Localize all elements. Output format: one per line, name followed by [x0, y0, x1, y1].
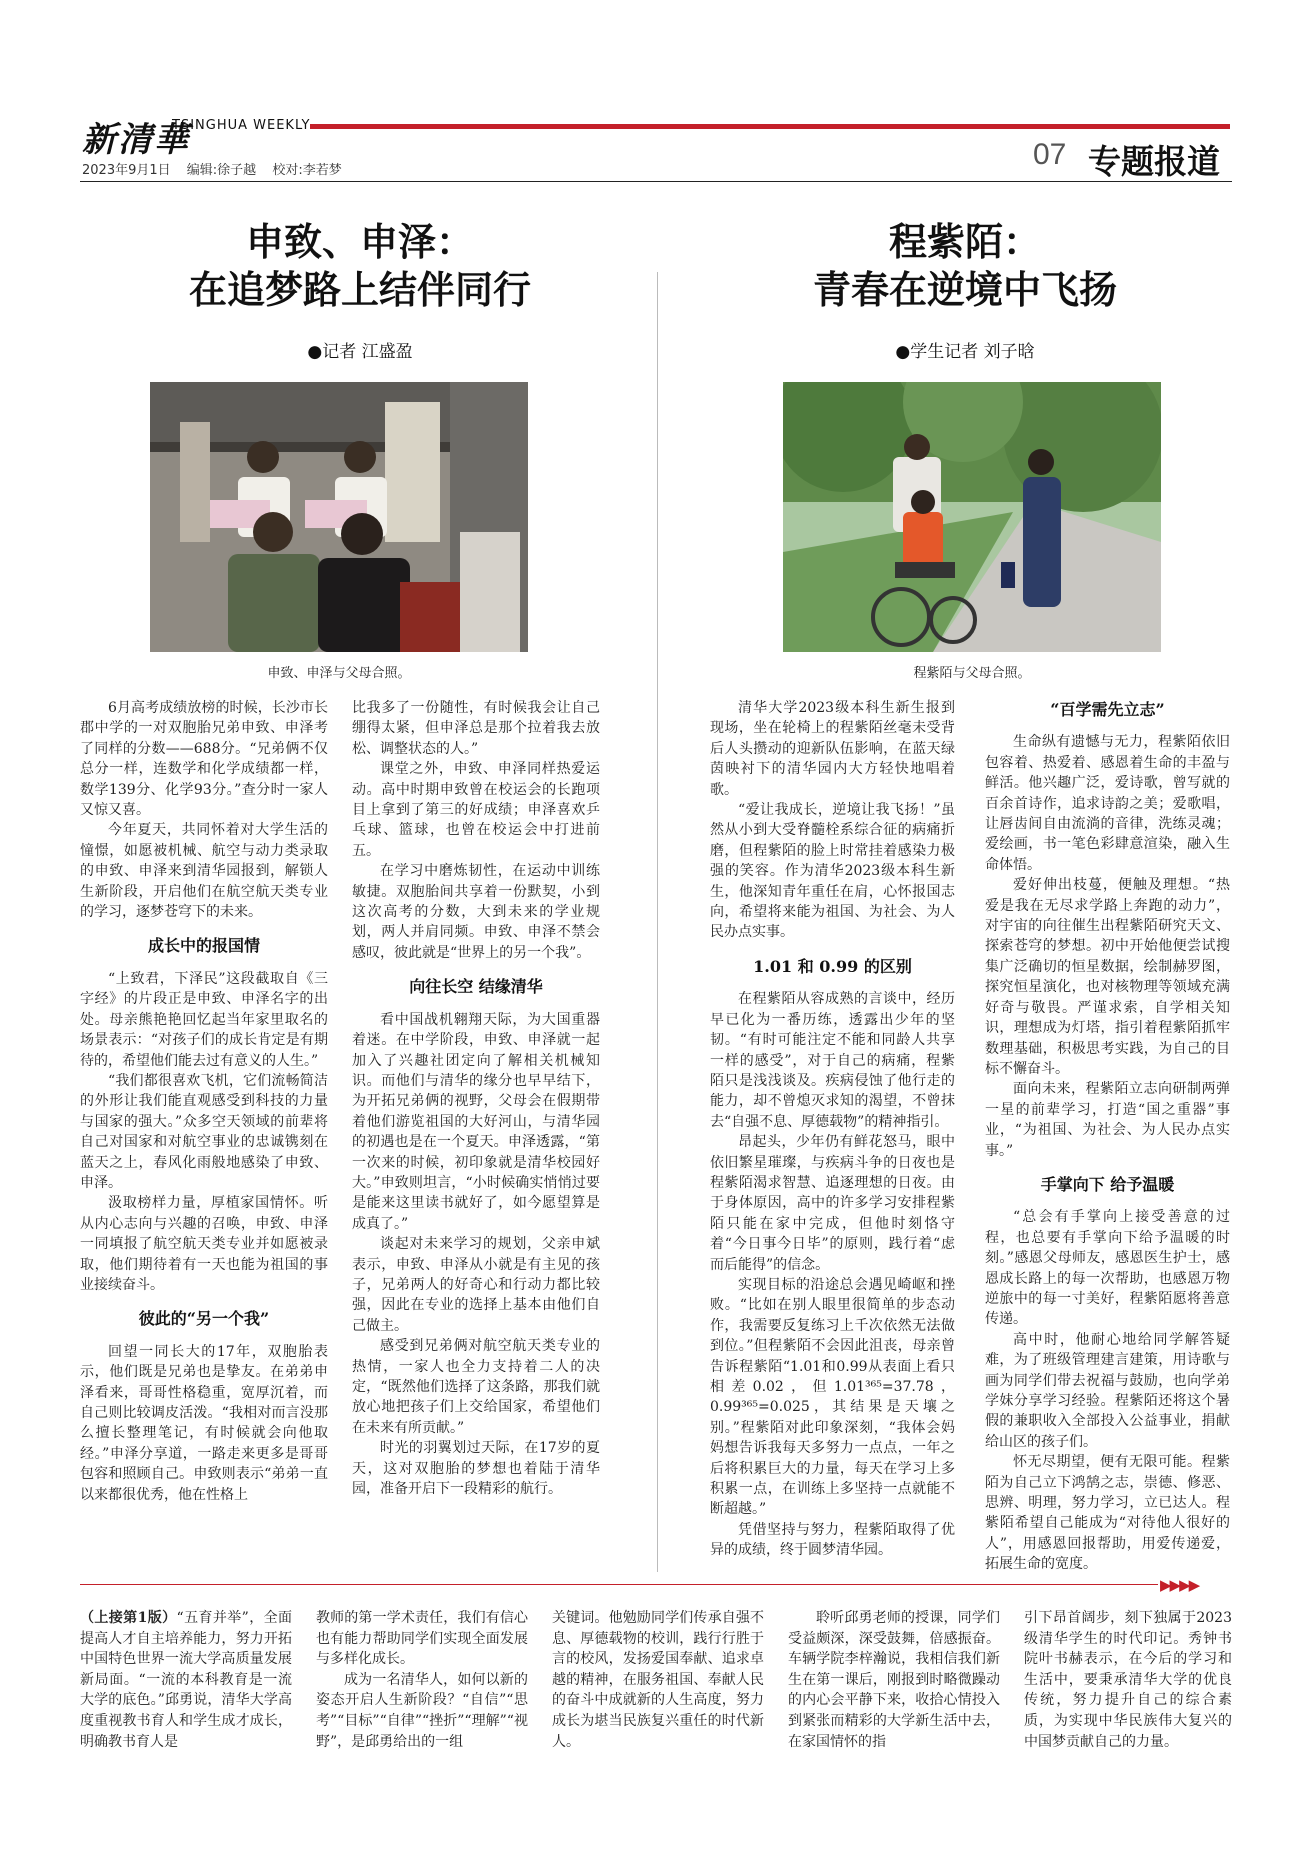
paragraph: 在学习中磨炼韧性，在运动中训练敏捷。双胞胎间共享着一份默契，小到这次高考的分数，大到未来的学业规划，两人并肩同频。申致、申泽不禁会感叹，彼此就是“世界上的另一个我”。: [352, 863, 600, 961]
paragraph: 比我多了一份随性，有时候我会让自己绷得太紧，但申泽总是那个拉着我去放松、调整状态的人。”: [352, 700, 600, 757]
right-article-col1: [710, 698, 955, 1561]
subheading: 成长中的报国情: [147, 936, 260, 956]
paragraph: “我们都很喜欢飞机，它们流畅简洁的外形让我们能直观感受到科技的力量与国家的强大。”众多空天领域的前辈将自己对国家和对航空事业的忠诚镌刻在蓝天之上，春风化雨般地感染了申致、申泽。: [80, 1072, 328, 1191]
paragraph: 引下昂首阔步，刻下独属于2023级清华学生的时代印记。秀钟书院叶书赫表示，在今后的学习和生活中，要秉承清华大学的优良传统，努力提升自己的综合素质，为实现中华民族伟大复兴的中国梦贡献自己的力量。: [1024, 1610, 1232, 1750]
paragraph: 关键词。他勉励同学们传承自强不息、厚德载物的校训，践行行胜于言的校风，发扬爱国奉献、追求卓越的精神，在服务祖国、奉献人民的奋斗中成就新的人生高度，努力成长为堪当民族复兴重任的时代新人。: [552, 1610, 764, 1750]
paragraph: 6月高考成绩放榜的时候，长沙市长郡中学的一对双胞胎兄弟申致、申泽考了同样的分数——688分。“兄弟俩不仅总分一样，连数学和化学成绩都一样，数学139分、化学93分。”查分时一家人又惊又喜。: [80, 700, 328, 819]
paragraph: 汲取榜样力量，厚植家国情怀。听从内心志向与兴趣的召唤，申致、申泽一同填报了航空航天类专业并如愿被录取，他们期待着有一天也能为祖国的事业接续奋斗。: [80, 1195, 328, 1293]
left-article-caption: 申致、申泽与父母合照。: [267, 666, 411, 681]
subheading: 彼此的“另一个我”: [138, 1309, 270, 1329]
left-article-photo: [150, 382, 528, 652]
continuation-col2: [316, 1608, 528, 1752]
masthead-weekly: TSINGHUA WEEKLY: [172, 118, 311, 133]
masthead-logo: 新清華: [82, 120, 190, 160]
paragraph: 爱好伸出枝蔓，便触及理想。“热爱是我在无尽求学路上奔跑的动力”，对宇宙的向往催生出程紫陌研究天文、探索苍穹的梦想。初中开始他便尝试搜集广泛确切的恒星数据，绘制赫罗图，探究恒星演化，也对核物理等领域充满好奇与敬畏。严谨求索，自学相关知识，理想成为灯塔，指引着程紫陌抓牢数理基础，积极思考实践，为自己的目标不懈奋斗。: [985, 877, 1230, 1077]
paragraph: “总会有手掌向上接受善意的过程，也总要有手掌向下给予温暖的时刻。”感恩父母师友，感恩医生护士，感恩成长路上的每一次帮助，也感恩万物逆旅中的每一寸美好，程紫陌愿将善意传递。: [985, 1209, 1230, 1328]
right-article-byline: ●学生记者 刘子晗: [895, 342, 1035, 362]
paragraph: 课堂之外，申致、申泽同样热爱运动。高中时期申致曾在校运会的长跑项目上拿到了第三的好成绩；申泽喜欢乒乓球、篮球，也曾在校运会中打进前五。: [352, 761, 600, 859]
paragraph: 时光的羽翼划过天际，在17岁的夏天，这对双胞胎的梦想也着陆于清华园，准备开启下一段精彩的航行。: [352, 1440, 600, 1498]
paragraph: 教师的第一学术责任，我们有信心也有能力帮助同学们实现全面发展与多样化成长。: [316, 1610, 528, 1668]
continuation-col1: [80, 1608, 292, 1752]
continuation-col4: [788, 1608, 1000, 1752]
column-divider: [657, 272, 658, 1572]
paragraph: 生命纵有遗憾与无力，程紫陌依旧包容着、热爱着、感恩着生命的丰盈与鲜活。他兴趣广泛，爱诗歌，曾写就的百余首诗作，追求诗韵之美；爱歌唱，让唇齿间自由流淌的音律，洗练灵魂；爱绘画，书一笔色彩肆意渲染，融入生命体悟。: [985, 734, 1230, 873]
right-article-photo: [783, 382, 1161, 652]
paragraph: 昂起头，少年仍有鲜花怒马，眼中依旧繁星璀璨，与疾病斗争的日夜也是程紫陌渴求智慧、追逐理想的日夜。由于身体原因，高中的许多学习安排程紫陌只能在家中完成，但他时刻恪守着“今日事今日毕”的原则，践行着“虑而后能得”的信念。: [710, 1134, 955, 1273]
masthead-dateline: [82, 159, 354, 178]
proofreader-credit: 校对:李若梦: [272, 163, 342, 178]
left-title-line1: 申致、申泽：: [245, 219, 474, 264]
paragraph: 面向未来，程紫陌立志向研制两弹一星的前辈学习，打造“国之重器”事业，“为祖国、为社会、为人民办点实事。”: [985, 1081, 1230, 1159]
paragraph: 看中国战机翱翔天际，为大国重器着迷。在中学阶段，申致、申泽就一起加入了兴趣社团定向了解相关机械知识。而他们与清华的缘分也早早结下，为开拓兄弟俩的视野，父母会在假期带着他们游览祖国的大好河山，与清华园的初遇也是在一个夏天。申泽透露，“第一次来的时候，初印象就是清华校园好大。”申致则坦言，“小时候确实悄悄过要是能来这里读书就好了，如今愿望算是成真了。”: [352, 1011, 600, 1232]
editor-credit: 编辑:徐子越: [186, 163, 257, 178]
paragraph: 聆听邱勇老师的授课，同学们受益颇深，深受鼓舞，倍感振奋。车辆学院李梓瀚说，我相信我们新生在第一课后，刚报到时略微躁动的内心会平静下来，收拾心情投入到紧张而精彩的大学新生活中去，在家国情怀的指: [788, 1610, 1000, 1750]
left-article-col1: [80, 698, 328, 1505]
subheading: 手掌向下 给予温暖: [1040, 1174, 1175, 1194]
right-title-line2: 青春在逆境中飞扬: [812, 267, 1117, 312]
paragraph: 怀无尽期望，便有无限可能。程紫陌为自己立下鸿鹄之志，崇德、修恶、思辨、明理，努力学习，立已达人。程紫陌希望自己能成为“对待他人很好的人”，用感恩回报帮助，用爱传递爱，拓展生命的宽度。: [985, 1454, 1230, 1573]
issue-date: 2023年9月1日: [82, 163, 171, 178]
page-number: 07: [1033, 138, 1067, 171]
continuation-lead: （上接第1版）: [80, 1610, 177, 1626]
subheading: 向往长空 结缘清华: [409, 977, 543, 997]
continuation-col3: [552, 1608, 764, 1752]
paragraph: 高中时，他耐心地给同学解答疑难，为了班级管理建言建策，用诗歌与画为同学们带去祝福与鼓励，也向学弟学妹分享学习经验。程紫陌还将这个暑假的兼职收入全部投入公益事业，捐献给山区的孩子们。: [985, 1331, 1230, 1450]
left-article-byline: ●记者 江盛盈: [307, 342, 413, 362]
paragraph: 在程紫陌从容成熟的言谈中，经历早已化为一番历练，透露出少年的坚韧。“有时可能注定不能和同龄人共享一样的感受”，对于自己的病痛，程紫陌只是浅浅谈及。疾病侵蚀了他行走的能力，却不曾熄灭求知的渴望，不曾抹去“自强不息、厚德载物”的精神指引。: [710, 991, 955, 1130]
paragraph: 成为一名清华人，如何以新的姿态开启人生新阶段？“自信”“思考”“目标”“自律”“挫折”“理解”“视野”，是邱勇给出的一组: [316, 1671, 528, 1750]
paragraph: 实现目标的沿途总会遇见崎岖和挫败。“比如在别人眼里很简单的步态动作，我需要反复练习上千次依然无法做到位。”但程紫陌不会因此沮丧，母亲曾告诉程紫陌“1.01和0.99从表面上看只相差0.02，但1.01³⁶⁵=37.78，0.99³⁶⁵=0.025，其结果是天壤之别。”程紫陌对此印象深刻，“我体会妈妈想告诉我每天多努力一点点，一年之后将积累巨大的力量，每天在学习上多积累一点，在训练上多坚持一点就能不断超越。”: [710, 1276, 955, 1518]
paragraph: 回望一同长大的17年，双胞胎表示，他们既是兄弟也是挚友。在弟弟申泽看来，哥哥性格稳重，宽厚沉着，而自己则比较调皮活泼。“我相对而言没那么擅长整理笔记，有时候就会向他取经。”申泽分享道，一路走来更多是哥哥包容和照顾自己。申致则表示“弟弟一直以来都很优秀，他在性格上: [80, 1343, 328, 1503]
continuation-col5: [1024, 1608, 1232, 1752]
paragraph: 今年夏天，共同怀着对大学生活的憧憬，如愿被机械、航空与动力类录取的申致、申泽来到清华园报到，解锁人生新阶段，开启他们在航空航天类专业的学习，逐梦苍穹下的未来。: [80, 822, 328, 921]
left-title-line2: 在追梦路上结伴同行: [188, 267, 531, 312]
right-article-col2: [985, 686, 1230, 1575]
left-article-col2: [352, 698, 600, 1499]
paragraph: “五育并举”，全面提高人才自主培养能力，努力开拓中国特色世界一流大学高质量发展新局面。“一流的本科教育是一流大学的底色。”邱勇说，清华大学高度重视教书育人和学生成才成长，明确教书育人是: [80, 1610, 292, 1750]
right-title-line1: 程紫陌：: [888, 219, 1041, 264]
right-article-title: [700, 218, 1230, 314]
paragraph: “上致君，下泽民”这段截取自《三字经》的片段正是申致、申泽名字的出处。母亲熊艳艳回忆起当年家里取名的场景表示：“对孩子们的成长肯定是有期待的，希望他们能去过有意义的人生。”: [80, 970, 328, 1069]
continuation-rule: [80, 1584, 1158, 1585]
left-article-title: [90, 218, 630, 314]
continuation-arrows-icon: ▶▶▶▶: [1160, 1576, 1199, 1594]
right-article-caption: 程紫陌与父母合照。: [913, 666, 1031, 681]
masthead-rule: [80, 181, 1232, 182]
subheading: “百学需先立志”: [1050, 700, 1165, 719]
paragraph: 谈起对未来学习的规划，父亲申斌表示，申致、申泽从小就是有主见的孩子，兄弟两人的好奇心和行动力都比较强，因此在专业的选择上基本由他们自己做主。: [352, 1236, 600, 1334]
subheading: 1.01 和 0.99 的区别: [753, 956, 912, 976]
section-title: 专题报道: [1088, 142, 1220, 181]
masthead-red-rule: [310, 124, 1230, 129]
paragraph: 凭借坚持与努力，程紫陌取得了优异的成绩，终于圆梦清华园。: [710, 1521, 955, 1559]
paragraph: “爱让我成长，逆境让我飞扬！”虽然从小到大受脊髓栓系综合征的病痛折磨，但程紫陌的脸上时常挂着感染力极强的笑容。作为清华2023级本科生新生，他深知青年重任在肩，心怀报国志向，希望将来能为祖国、为社会、为人民办点实事。: [710, 802, 955, 941]
paragraph: 清华大学2023级本科生新生报到现场，坐在轮椅上的程紫陌丝毫未受背后人头攒动的迎新队伍影响，在蓝天绿茵映衬下的清华园内大方轻快地唱着歌。: [710, 700, 955, 798]
paragraph: 感受到兄弟俩对航空航天类专业的热情，一家人也全力支持着二人的决定，“既然他们选择了这条路，那我们就放心地把孩子们上交给国家，希望他们在未来有所贡献。”: [352, 1338, 600, 1436]
